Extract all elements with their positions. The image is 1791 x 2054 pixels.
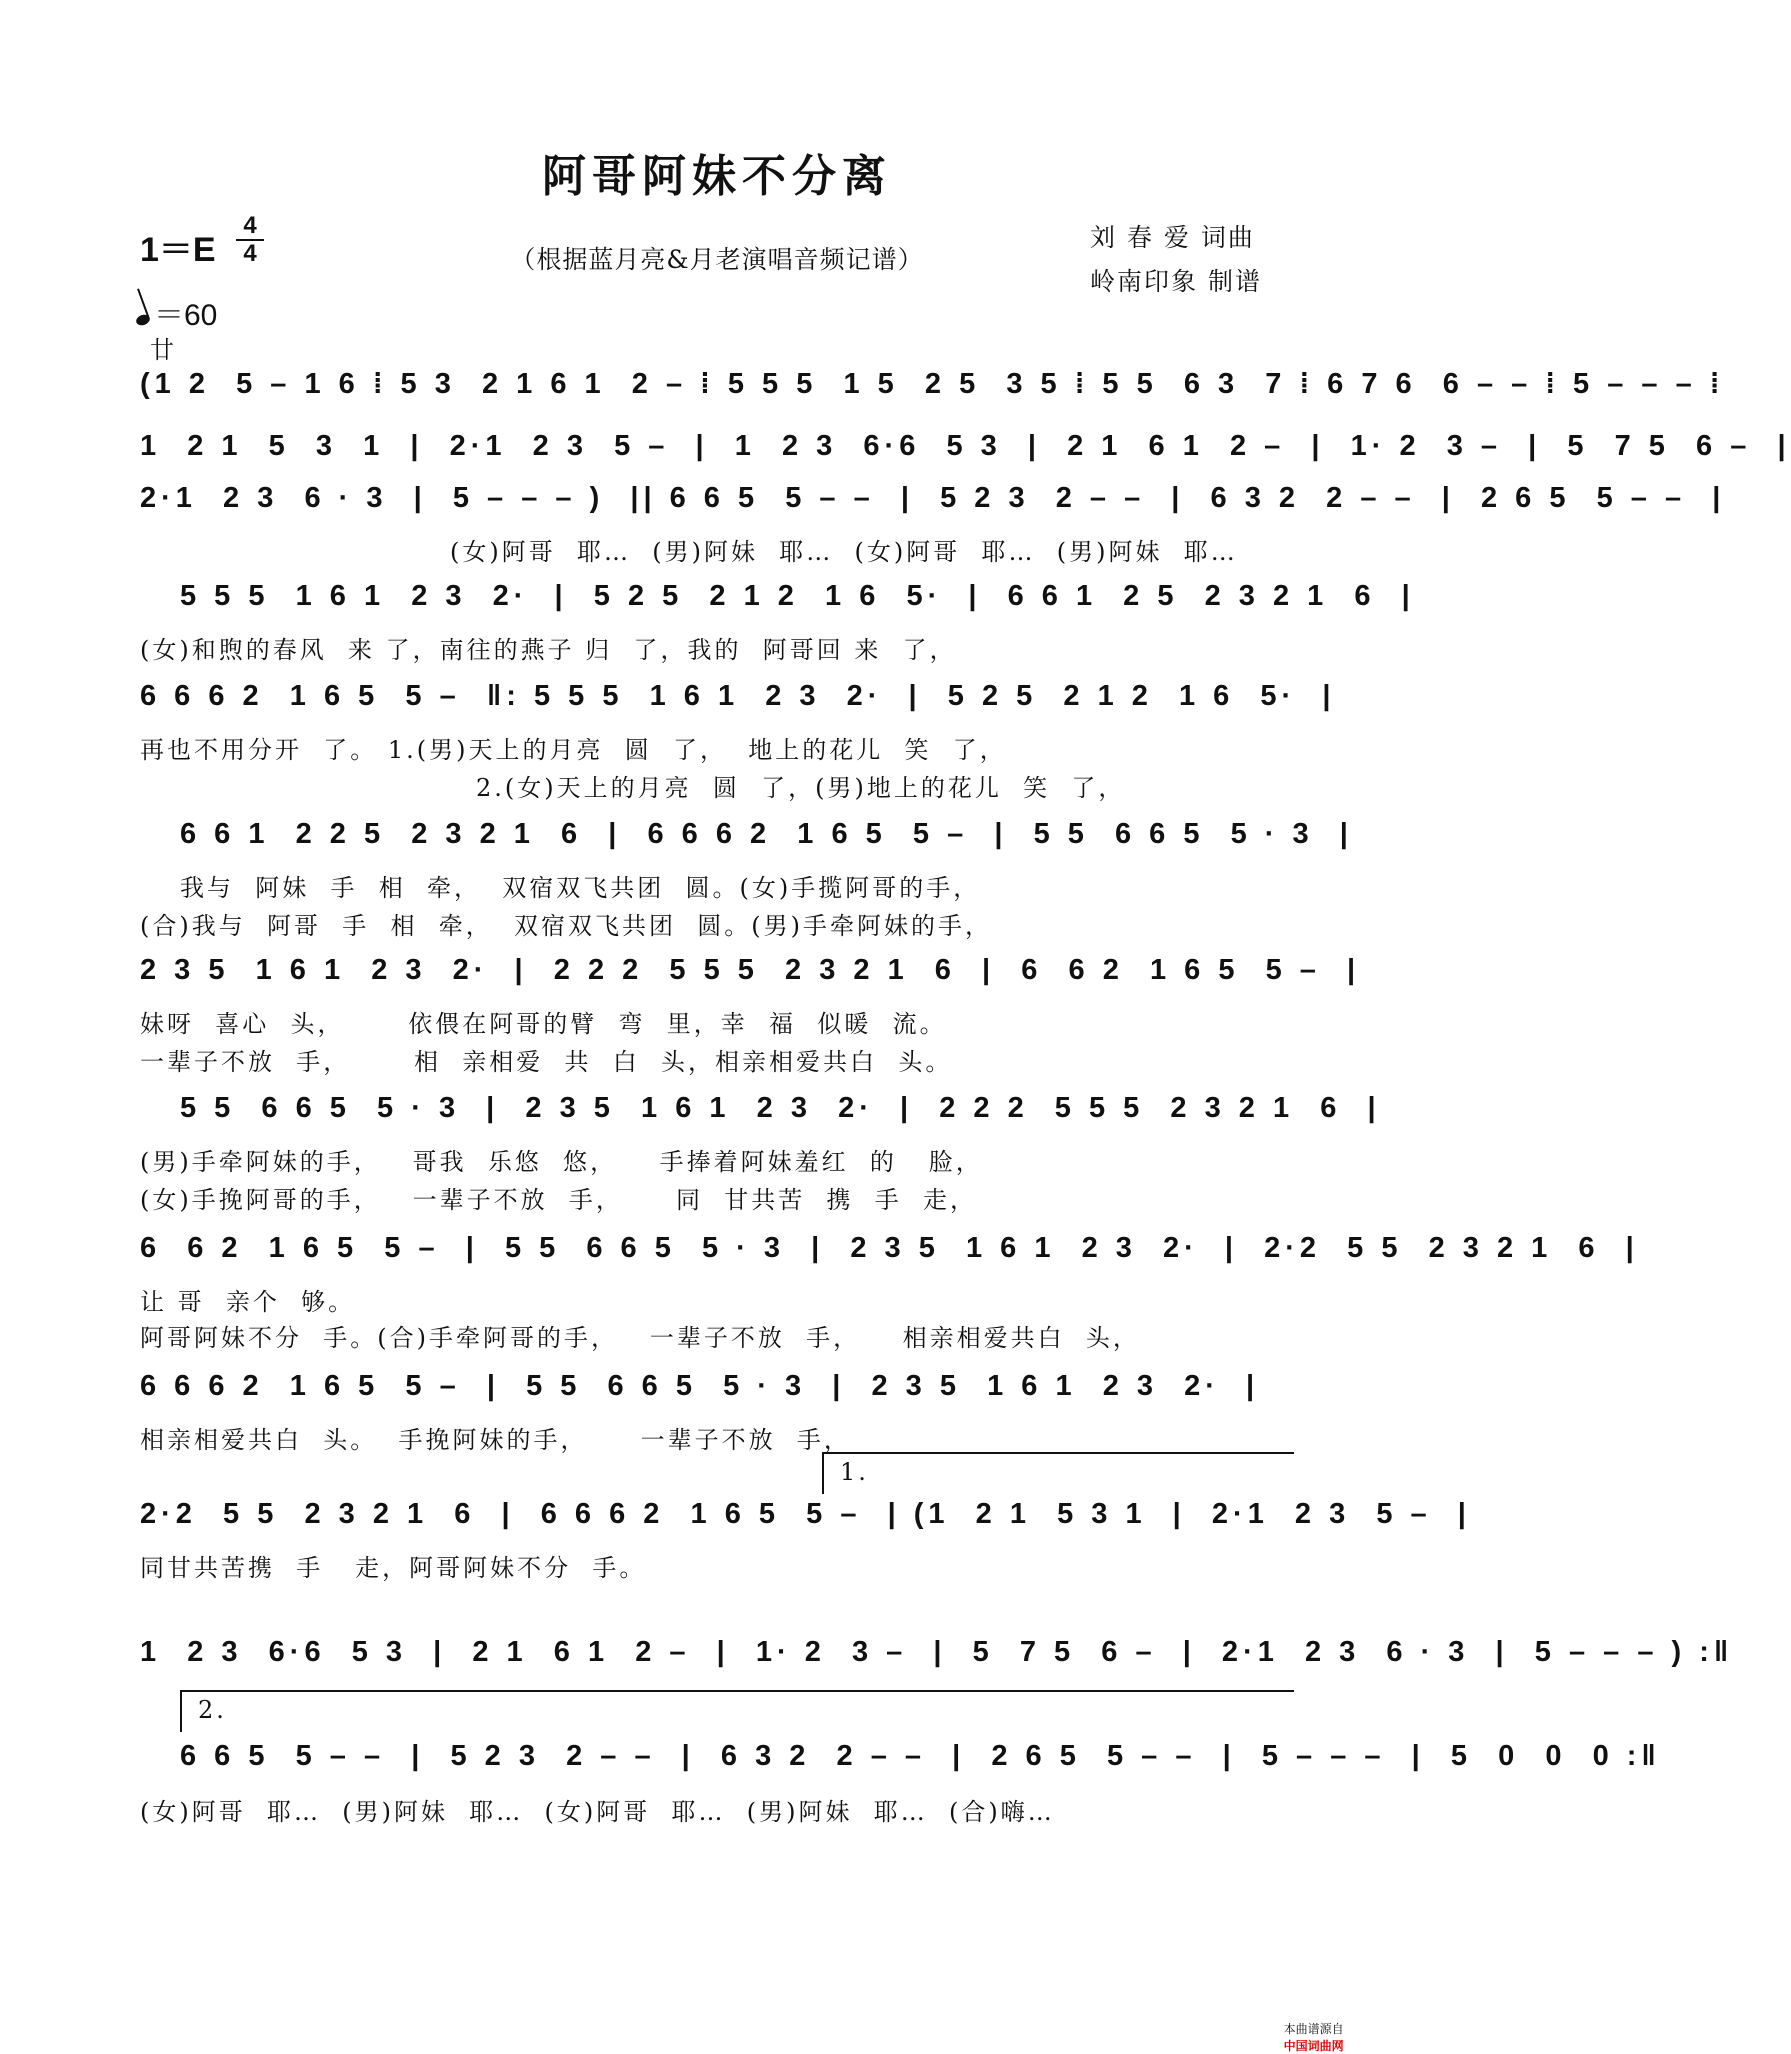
score-line: (1 2 5 – 1 6 ⁞ 5 3 2 1 6 1 2 – ⁞ 5 5 5 1 5 2 5 3 5 ⁞ 5 5 6 3 7 ⁞ 6 7 6 6 – – ⁞ 5 – – – ⁞ bbox=[140, 368, 1725, 400]
tempo-value: ＝60 bbox=[154, 299, 218, 332]
lyric-line: (男)手牵阿妹的手， 哥我 乐悠 悠， 手捧着阿妹羞红 的 脸， bbox=[140, 1148, 983, 1176]
lyric-line: 同甘共苦携 手 走，阿哥阿妹不分 手。 bbox=[140, 1554, 647, 1582]
volta-bracket-1 bbox=[822, 1452, 1294, 1494]
lyric-line: 我与 阿妹 手 相 牵， 双宿双飞共团 圆。(女)手揽阿哥的手， bbox=[180, 874, 981, 902]
lyric-line: 一辈子不放 手， 相 亲相爱 共 白 头，相亲相爱共白 头。 bbox=[140, 1048, 953, 1076]
lyric-line: 妹呀 喜心 头， 依偎在阿哥的臂 弯 里，幸 福 似暖 流。 bbox=[140, 1010, 947, 1038]
score-line: 6 6 6 2 1 6 5 5 – | 5 5 6 6 5 5 · 3 | 2 3 5 1 6 1 2 3 2· | bbox=[140, 1370, 1260, 1402]
lyric-line: 2.(女)天上的月亮 圆 了，(男)地上的花儿 笑 了， bbox=[476, 774, 1126, 802]
time-signature-bottom: 4 bbox=[243, 240, 257, 267]
time-signature-top: 4 bbox=[243, 212, 257, 239]
footer-source-label: 本曲谱源自 bbox=[1283, 2022, 1344, 2036]
lyric-line: (女)阿哥 耶… (男)阿妹 耶… (女)阿哥 耶… (男)阿妹 耶… bbox=[450, 538, 1238, 566]
lyric-line: (女)阿哥 耶… (男)阿妹 耶… (女)阿哥 耶… (男)阿妹 耶… (合)嗨… bbox=[140, 1798, 1055, 1826]
tempo-marking bbox=[136, 290, 217, 334]
score-line: 6 6 5 5 – – | 5 2 3 2 – – | 6 3 2 2 – – | 2 6 5 5 – – | 5 – – – | 5 0 0 0 :‖ bbox=[180, 1740, 1661, 1772]
score-line: 6 6 1 2 2 5 2 3 2 1 6 | 6 6 6 2 1 6 5 5 – | 5 5 6 6 5 5 · 3 | bbox=[180, 818, 1353, 850]
volta-bracket-2 bbox=[180, 1690, 1294, 1732]
footer-source bbox=[1276, 2006, 1344, 2054]
lyric-line: (合)我与 阿哥 手 相 牵， 双宿双飞共团 圆。(男)手牵阿妹的手， bbox=[140, 912, 992, 940]
lyric-line: 让 哥 亲个 够。 bbox=[140, 1288, 356, 1316]
lyric-line: 相亲相爱共白 头。 手挽阿妹的手， 一辈子不放 手， bbox=[140, 1426, 851, 1454]
score-line: 5 5 6 6 5 5 · 3 | 2 3 5 1 6 1 2 3 2· | 2 2 2 5 5 5 2 3 2 1 6 | bbox=[180, 1092, 1381, 1124]
score-line: 2·1 2 3 6 · 3 | 5 – – – ) || 6 6 5 5 – – | 5 2 3 2 – – | 6 3 2 2 – – | 2 6 5 5 – – | bbox=[140, 482, 1726, 514]
quarter-note-icon bbox=[135, 313, 152, 327]
lyric-line: (女)手挽阿哥的手， 一辈子不放 手， 同 甘共苦 携 手 走， bbox=[140, 1186, 978, 1214]
score-line: 1 2 1 5 3 1 | 2·1 2 3 5 – | 1 2 3 6·6 5 3 | 2 1 6 1 2 – | 1· 2 3 – | 5 7 5 6 – | bbox=[140, 430, 1791, 462]
score-line: 2 3 5 1 6 1 2 3 2· | 2 2 2 5 5 5 2 3 2 1 6 | 6 6 2 1 6 5 5 – | bbox=[140, 954, 1361, 986]
volta-number-2: 2. bbox=[198, 1696, 227, 1724]
lyric-line: 阿哥阿妹不分 手。(合)手牵阿哥的手， 一辈子不放 手， 相亲相爱共白 头， bbox=[140, 1324, 1140, 1352]
score-subtitle: （根据蓝月亮&月老演唱音频记谱） bbox=[510, 245, 924, 274]
score-line: 6 6 6 2 1 6 5 5 – ‖: 5 5 5 1 6 1 2 3 2· | 5 2 5 2 1 2 1 6 5· | bbox=[140, 680, 1336, 712]
intro-mark: 廿 bbox=[150, 336, 174, 364]
lyric-line: 再也不用分开 了。 1.(男)天上的月亮 圆 了， 地上的花儿 笑 了， bbox=[140, 736, 1007, 764]
score-line: 1 2 3 6·6 5 3 | 2 1 6 1 2 – | 1· 2 3 – | 5 7 5 6 – | 2·1 2 3 6 · 3 | 5 – – – ) :‖ bbox=[140, 1636, 1734, 1668]
lyric-line: (女)和煦的春风 来 了，南往的燕子 归 了，我的 阿哥回 来 了， bbox=[140, 636, 957, 664]
footer-site-link[interactable]: 中国词曲网 bbox=[1283, 2039, 1344, 2053]
credit-score-maker: 岭南印象 制谱 bbox=[1090, 267, 1262, 296]
score-line: 5 5 5 1 6 1 2 3 2· | 5 2 5 2 1 2 1 6 5· | 6 6 1 2 5 2 3 2 1 6 | bbox=[180, 580, 1415, 612]
credit-lyrics-music: 刘 春 爱 词曲 bbox=[1090, 223, 1255, 252]
score-line: 6 6 2 1 6 5 5 – | 5 5 6 6 5 5 · 3 | 2 3 5 1 6 1 2 3 2· | 2·2 5 5 2 3 2 1 6 | bbox=[140, 1232, 1639, 1264]
key-signature: 1＝E bbox=[140, 231, 216, 269]
volta-number-1: 1. bbox=[840, 1458, 869, 1486]
score-title: 阿哥阿妹不分离 bbox=[542, 151, 892, 202]
score-line: 2·2 5 5 2 3 2 1 6 | 6 6 6 2 1 6 5 5 – | (1 2 1 5 3 1 | 2·1 2 3 5 – | bbox=[140, 1498, 1471, 1530]
